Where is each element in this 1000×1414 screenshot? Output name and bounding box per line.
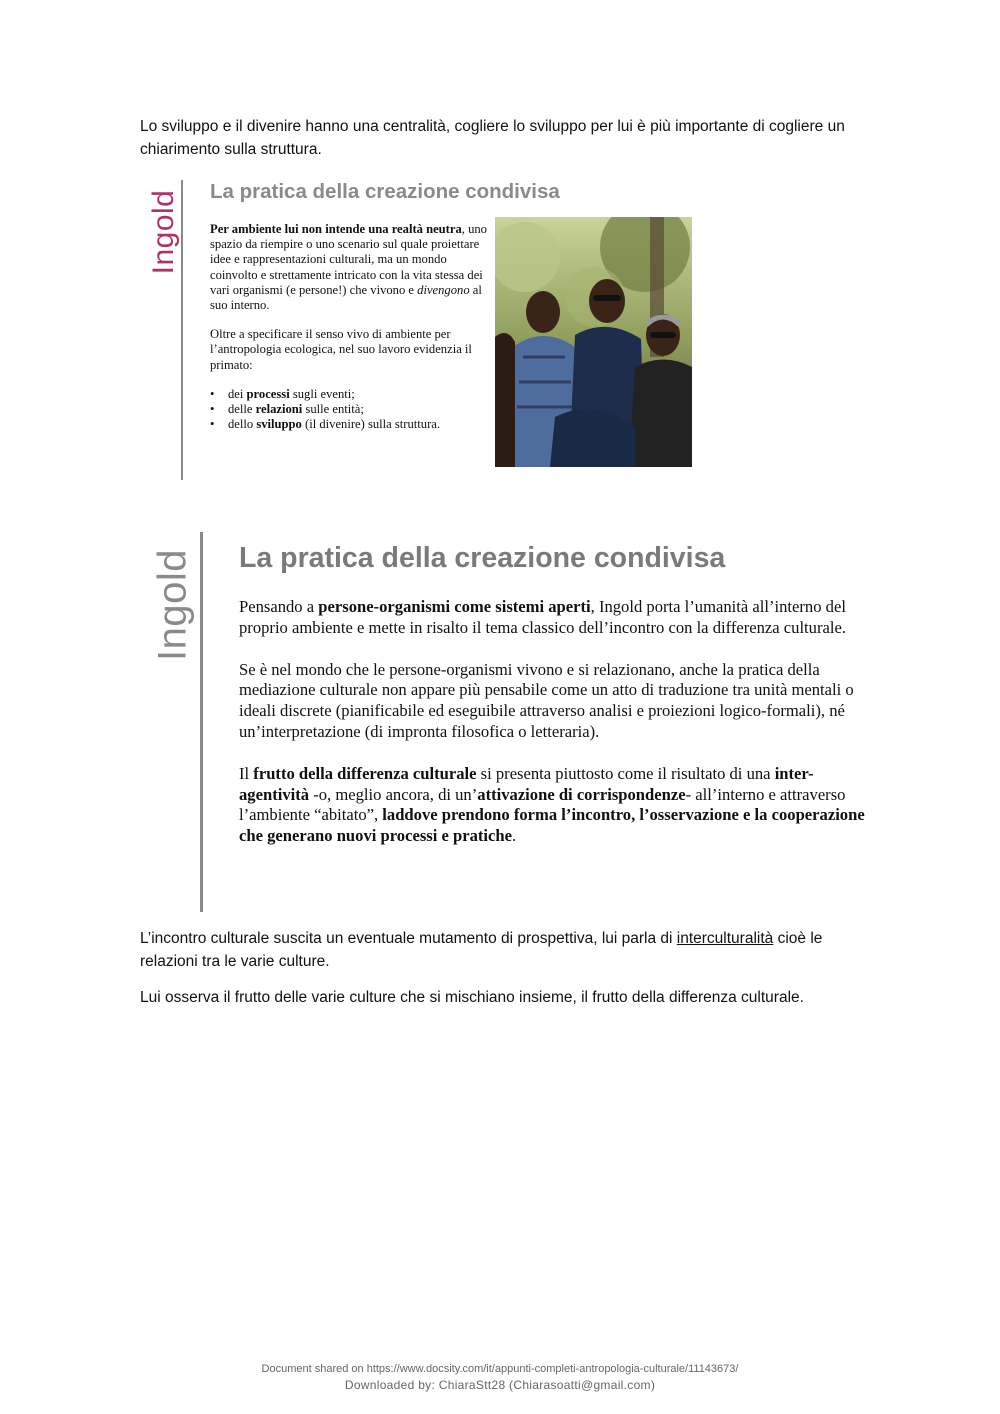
list-item: • dei processi sugli eventi; [210, 387, 490, 402]
slide-paragraph: Per ambiente lui non intende una realtà neutra, uno spazio da riempire o uno scenario sul quale proiettare idee e rappresentazioni culturali, ma un mondo coinvolto e strettamente intricato con la vita stessa dei vari organismi (e persone!) che vivono e divengono al suo interno. [210, 222, 487, 313]
list-item: • dello sviluppo (il divenire) sulla struttura. [210, 417, 490, 432]
list-item: • delle relazioni sulle entità; [210, 402, 490, 417]
download-notice: Downloaded by: ChiaraStt28 (Chiarasoatti@gmail.com) [344, 1378, 656, 1392]
slide-side-label: Ingold [150, 549, 195, 661]
slide-paragraph: Se è nel mondo che le persone-organismi vivono e si relazionano, anche la pratica della mediazione culturale non appare più pensabile come un atto di traduzione tra unità mentali o ideali discrete (pianificabile ed eseguibile attraverso analisi e proiezioni logico-formali), né un’interpretazione (di impronta filosofica o letteraria). [239, 659, 854, 741]
slide-side-label: Ingold [147, 189, 180, 275]
footer [0, 1361, 1000, 1393]
slide-body [239, 597, 874, 868]
slide-paragraph: Oltre a specificare il senso vivo di ambiente per l’antropologia ecologica, nel suo lavoro evidenzia il primato: [210, 327, 472, 372]
vertical-divider [181, 180, 183, 480]
slide-paragraph: Il frutto della differenza culturale si presenta piuttosto come il risultato di una inter-agentività -o, meglio ancora, di un’attivazione di corrispondenze- all’interno e attraverso l’ambiente “abitato”, laddove prendono forma l’incontro, l’osservazione e la cooperazione che generano nuovi processi e pratiche. [239, 763, 865, 846]
slide-image-2 [140, 530, 880, 915]
body-paragraph: Lui osserva il frutto delle varie culture che si mischiano insieme, il frutto della differenza culturale. [140, 989, 804, 1006]
bullet-list [210, 387, 490, 433]
slide-body [210, 222, 490, 432]
slide-title: La pratica della creazione condivisa [239, 542, 726, 574]
slide-title: La pratica della creazione condivisa [210, 180, 560, 203]
slide-paragraph: Pensando a persone-organismi come sistemi aperti, Ingold porta l’umanità all’interno del proprio ambiente e mette in risalto il tema classico dell’incontro con la differenza culturale. [239, 597, 846, 637]
shared-notice: Document shared on https://www.docsity.com/it/appunti-completi-antropologia-culturale/11143673/ [261, 1363, 739, 1375]
intro-paragraph: Lo sviluppo e il divenire hanno una centralità, cogliere lo sviluppo per lui è più importante di cogliere un chiarimento sulla struttura. [140, 118, 845, 158]
people-photo [495, 217, 692, 467]
body-paragraph: L’incontro culturale suscita un eventuale mutamento di prospettiva, lui parla di interculturalità cioè le relazioni tra le varie culture. [140, 930, 823, 970]
slide-image-1 [140, 172, 720, 484]
interculturalita-link[interactable]: interculturalità [676, 930, 774, 947]
vertical-divider [200, 532, 203, 912]
